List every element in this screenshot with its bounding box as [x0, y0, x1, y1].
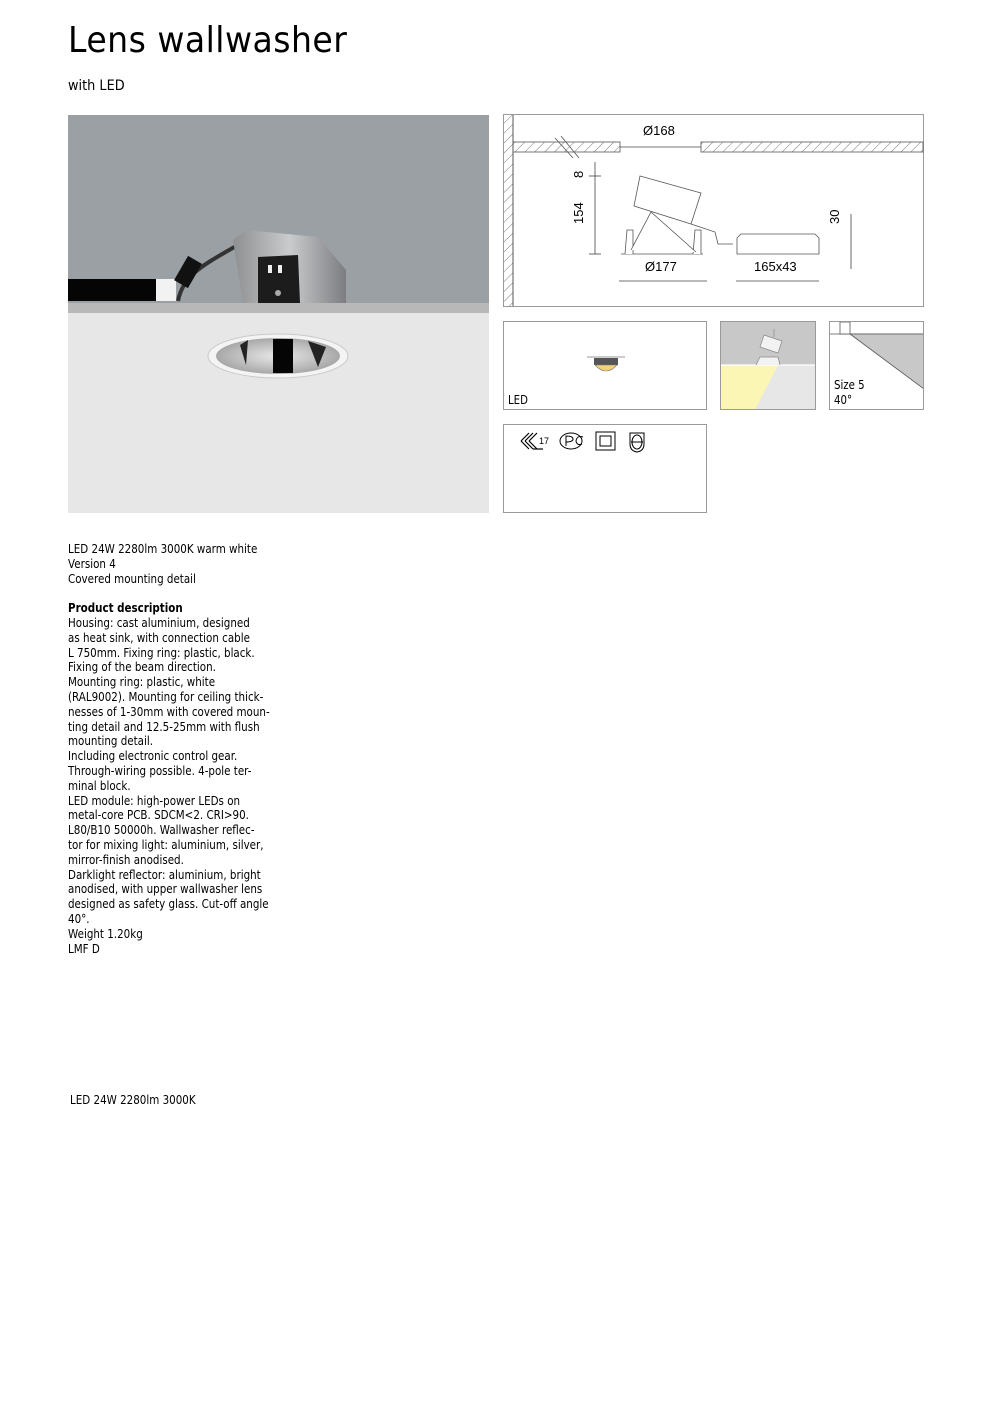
luminaire-outline: [621, 176, 733, 254]
description-line: 40°.: [68, 911, 90, 926]
product-photo-illustration: [68, 115, 489, 513]
beam-illustration-panel: [720, 321, 816, 410]
luminaire-icon: [840, 322, 850, 334]
gear-size-dimension: 165x43: [754, 259, 797, 274]
led-module-icon: [594, 358, 618, 365]
angle-label: 40°: [834, 393, 853, 407]
description-line: LED module: high-power LEDs on: [68, 793, 241, 808]
product-photo: [68, 115, 489, 513]
certifications-panel: [503, 424, 707, 513]
enec-number: 17: [539, 436, 550, 446]
description-line: anodised, with upper wallwasher lens: [68, 882, 263, 897]
description-line: as heat sink, with connection cable: [68, 630, 250, 645]
ip-rating-icon: [630, 433, 644, 452]
lamp-type-panel: [503, 321, 707, 410]
bracket-screw: [275, 290, 281, 296]
gear-height-dimension: 30: [827, 209, 842, 224]
description-line: nesses of 1-30mm with covered moun-: [68, 704, 270, 719]
description-line: designed as safety glass. Cut-off angle: [68, 897, 269, 912]
size-label: Size 5: [834, 378, 865, 392]
description-body: [68, 616, 274, 956]
lamp-type-label: LED: [508, 393, 528, 407]
control-gear: [68, 279, 156, 301]
description-line: Housing: cast aluminium, designed: [68, 615, 250, 630]
description-line: ting detail and 12.5-25mm with flush: [68, 719, 260, 734]
description-line: Darklight reflector: aluminium, bright: [68, 867, 261, 882]
description-line: mirror-finish anodised.: [68, 852, 184, 867]
control-gear-end: [156, 279, 176, 301]
gost-r-icon: [560, 433, 583, 449]
description-line: minal block.: [68, 778, 131, 793]
description-line: Weight 1.20kg: [68, 926, 143, 941]
spec-line: LED 24W 2280lm 3000K warm white: [68, 542, 258, 556]
description-heading: Product description: [68, 601, 183, 616]
spec-line: Version 4: [68, 556, 116, 571]
description-line: mounting detail.: [68, 734, 154, 749]
ceiling-right: [701, 142, 923, 152]
cutout-dimension: Ø168: [643, 123, 675, 138]
description-line: Fixing of the beam direction.: [68, 660, 216, 675]
bracket-detail: [268, 265, 272, 273]
variant-label: LED 24W 2280lm 3000K: [70, 1093, 196, 1107]
height-dimension: 154: [571, 202, 586, 224]
description-line: (RAL9002). Mounting for ceiling thick-: [68, 689, 264, 704]
description-line: Mounting ring: plastic, white: [68, 675, 216, 690]
page-title: Lens wallwasher: [68, 20, 348, 61]
bracket-detail: [278, 265, 282, 273]
dimension-drawing: [503, 114, 924, 307]
description-line: Through-wiring possible. 4-pole ter-: [68, 763, 252, 778]
description-line: tor for mixing light: aluminium, silver,: [68, 837, 264, 852]
description-line: L 750mm. Fixing ring: plastic, black.: [68, 645, 255, 660]
ceiling-edge: [68, 303, 489, 313]
gear-outline: [737, 234, 819, 254]
product-specs: [68, 542, 274, 956]
ceiling-thickness-dimension: 8: [571, 170, 586, 178]
wall-hatch: [504, 115, 513, 306]
reflector-shadow: [273, 339, 293, 373]
description-line: L80/B10 50000h. Wallwasher reflec-: [68, 823, 255, 838]
cutoff-angle-panel: [829, 321, 924, 410]
protection-class-ii-icon: [596, 432, 615, 450]
luminaire-diameter-dimension: Ø177: [645, 259, 677, 274]
description-line: LMF D: [68, 941, 100, 956]
description-line: metal-core PCB. SDCM<2. CRI>90.: [68, 808, 249, 823]
page-subtitle: with LED: [68, 78, 125, 94]
spec-line: Covered mounting detail: [68, 571, 196, 586]
description-line: Including electronic control gear.: [68, 749, 238, 764]
led-lens-icon: [595, 365, 617, 371]
